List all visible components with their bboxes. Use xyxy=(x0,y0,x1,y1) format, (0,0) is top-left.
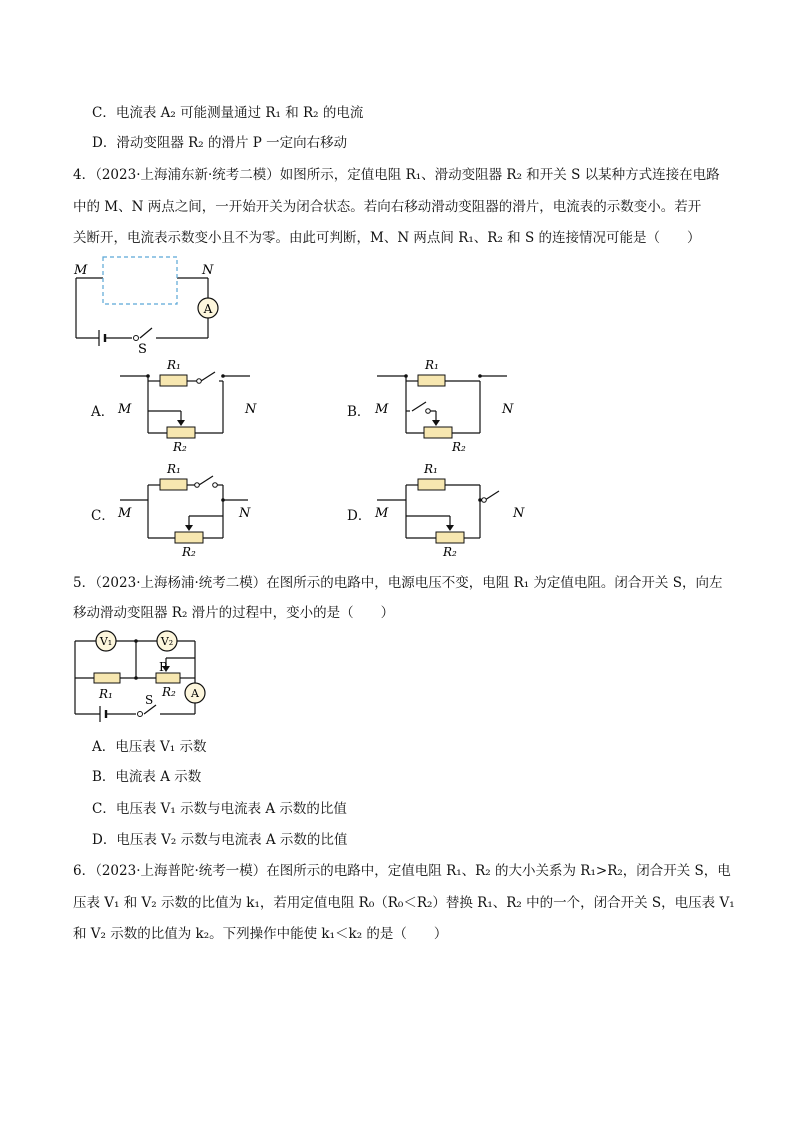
svg-text:M: M xyxy=(118,506,132,521)
q6-stem-line3: 和 V₂ 示数的比值为 k₂。下列操作中能使 k₁＜k₂ 的是（ ） xyxy=(73,926,448,942)
q4-option-a-letter: A． xyxy=(91,404,115,420)
q6-stem-line2: 压表 V₁ 和 V₂ 示数的比值为 k₁，若用定值电阻 R₀（R₀＜R₂）替换 R₁、R₂ 中的一个，闭合开关 S，电压表 V₁ xyxy=(73,895,735,911)
q5-stem-line1: 5．（2023·上海杨浦·统考二模）在图所示的电路中，电源电压不变，电阻 R₁ 为定值电阻。闭合开关 S，向左 xyxy=(73,575,723,591)
q5-stem-line2: 移动滑动变阻器 R₂ 滑片的过程中，变小的是（ ） xyxy=(73,605,395,621)
svg-text:R₁: R₁ xyxy=(425,358,439,372)
q5-circuit-diagram xyxy=(70,628,220,724)
dashed-box xyxy=(103,257,177,304)
svg-text:V₁: V₁ xyxy=(99,635,113,648)
svg-text:P: P xyxy=(159,660,168,674)
svg-text:N: N xyxy=(245,402,257,417)
q4-option-c-circuit xyxy=(115,460,265,560)
q4-stem-line3: 关断开，电流表示数变小且不为零。由此可判断，M、N 两点间 R₁、R₂ 和 S 的连接情况可能是（ ） xyxy=(73,230,701,246)
svg-text:R₂: R₂ xyxy=(173,440,187,454)
svg-text:N: N xyxy=(239,506,251,521)
svg-text:M: M xyxy=(118,402,132,417)
svg-text:A: A xyxy=(191,687,199,700)
svg-text:M: M xyxy=(375,506,389,521)
svg-text:M: M xyxy=(74,263,88,278)
svg-text:R₂: R₂ xyxy=(443,545,457,559)
svg-text:R₁: R₁ xyxy=(167,358,181,372)
q4-option-c-letter: C． xyxy=(91,508,115,524)
svg-text:R₂: R₂ xyxy=(162,685,176,699)
svg-text:R₂: R₂ xyxy=(182,545,196,559)
q4-option-b-letter: B． xyxy=(347,404,371,420)
svg-text:S: S xyxy=(145,693,154,707)
q6-stem-line1: 6．（2023·上海普陀·统考一模）在图所示的电路中，定值电阻 R₁、R₂ 的大小关系为 R₁>R₂，闭合开关 S，电 xyxy=(73,863,731,879)
q4-main-circuit-diagram xyxy=(70,256,230,356)
svg-text:R₁: R₁ xyxy=(99,687,113,701)
svg-text:S: S xyxy=(138,342,147,357)
svg-text:V₂: V₂ xyxy=(160,635,174,648)
q4-option-d-letter: D． xyxy=(347,508,372,524)
svg-text:N: N xyxy=(202,263,214,278)
q3-option-d: D．滑动变阻器 R₂ 的滑片 P 一定向右移动 xyxy=(92,135,348,151)
svg-text:M: M xyxy=(375,402,389,417)
q5-option-c: C．电压表 V₁ 示数与电流表 A 示数的比值 xyxy=(92,801,347,817)
q5-option-a: A．电压表 V₁ 示数 xyxy=(92,739,207,755)
svg-text:A: A xyxy=(203,302,213,316)
q3-option-c: C．电流表 A₂ 可能测量通过 R₁ 和 R₂ 的电流 xyxy=(92,105,364,121)
q4-option-d-circuit xyxy=(372,460,525,560)
q4-stem-line1: 4．（2023·上海浦东新·统考二模）如图所示，定值电阻 R₁、滑动变阻器 R₂ 和开关 S 以某种方式连接在电路 xyxy=(73,167,720,183)
svg-text:R₁: R₁ xyxy=(167,462,181,476)
svg-text:R₂: R₂ xyxy=(452,440,466,454)
q5-option-b: B．电流表 A 示数 xyxy=(92,769,202,785)
q4-option-b-circuit xyxy=(372,356,522,456)
q4-stem-line2: 中的 M、N 两点之间，一开始开关为闭合状态。若向右移动滑动变阻器的滑片，电流表的示数变小。若开 xyxy=(73,199,702,215)
svg-text:R₁: R₁ xyxy=(424,462,438,476)
q5-option-d: D．电压表 V₂ 示数与电流表 A 示数的比值 xyxy=(92,832,348,848)
svg-text:N: N xyxy=(502,402,514,417)
q4-option-a-circuit xyxy=(115,356,265,456)
svg-text:N: N xyxy=(513,506,525,521)
